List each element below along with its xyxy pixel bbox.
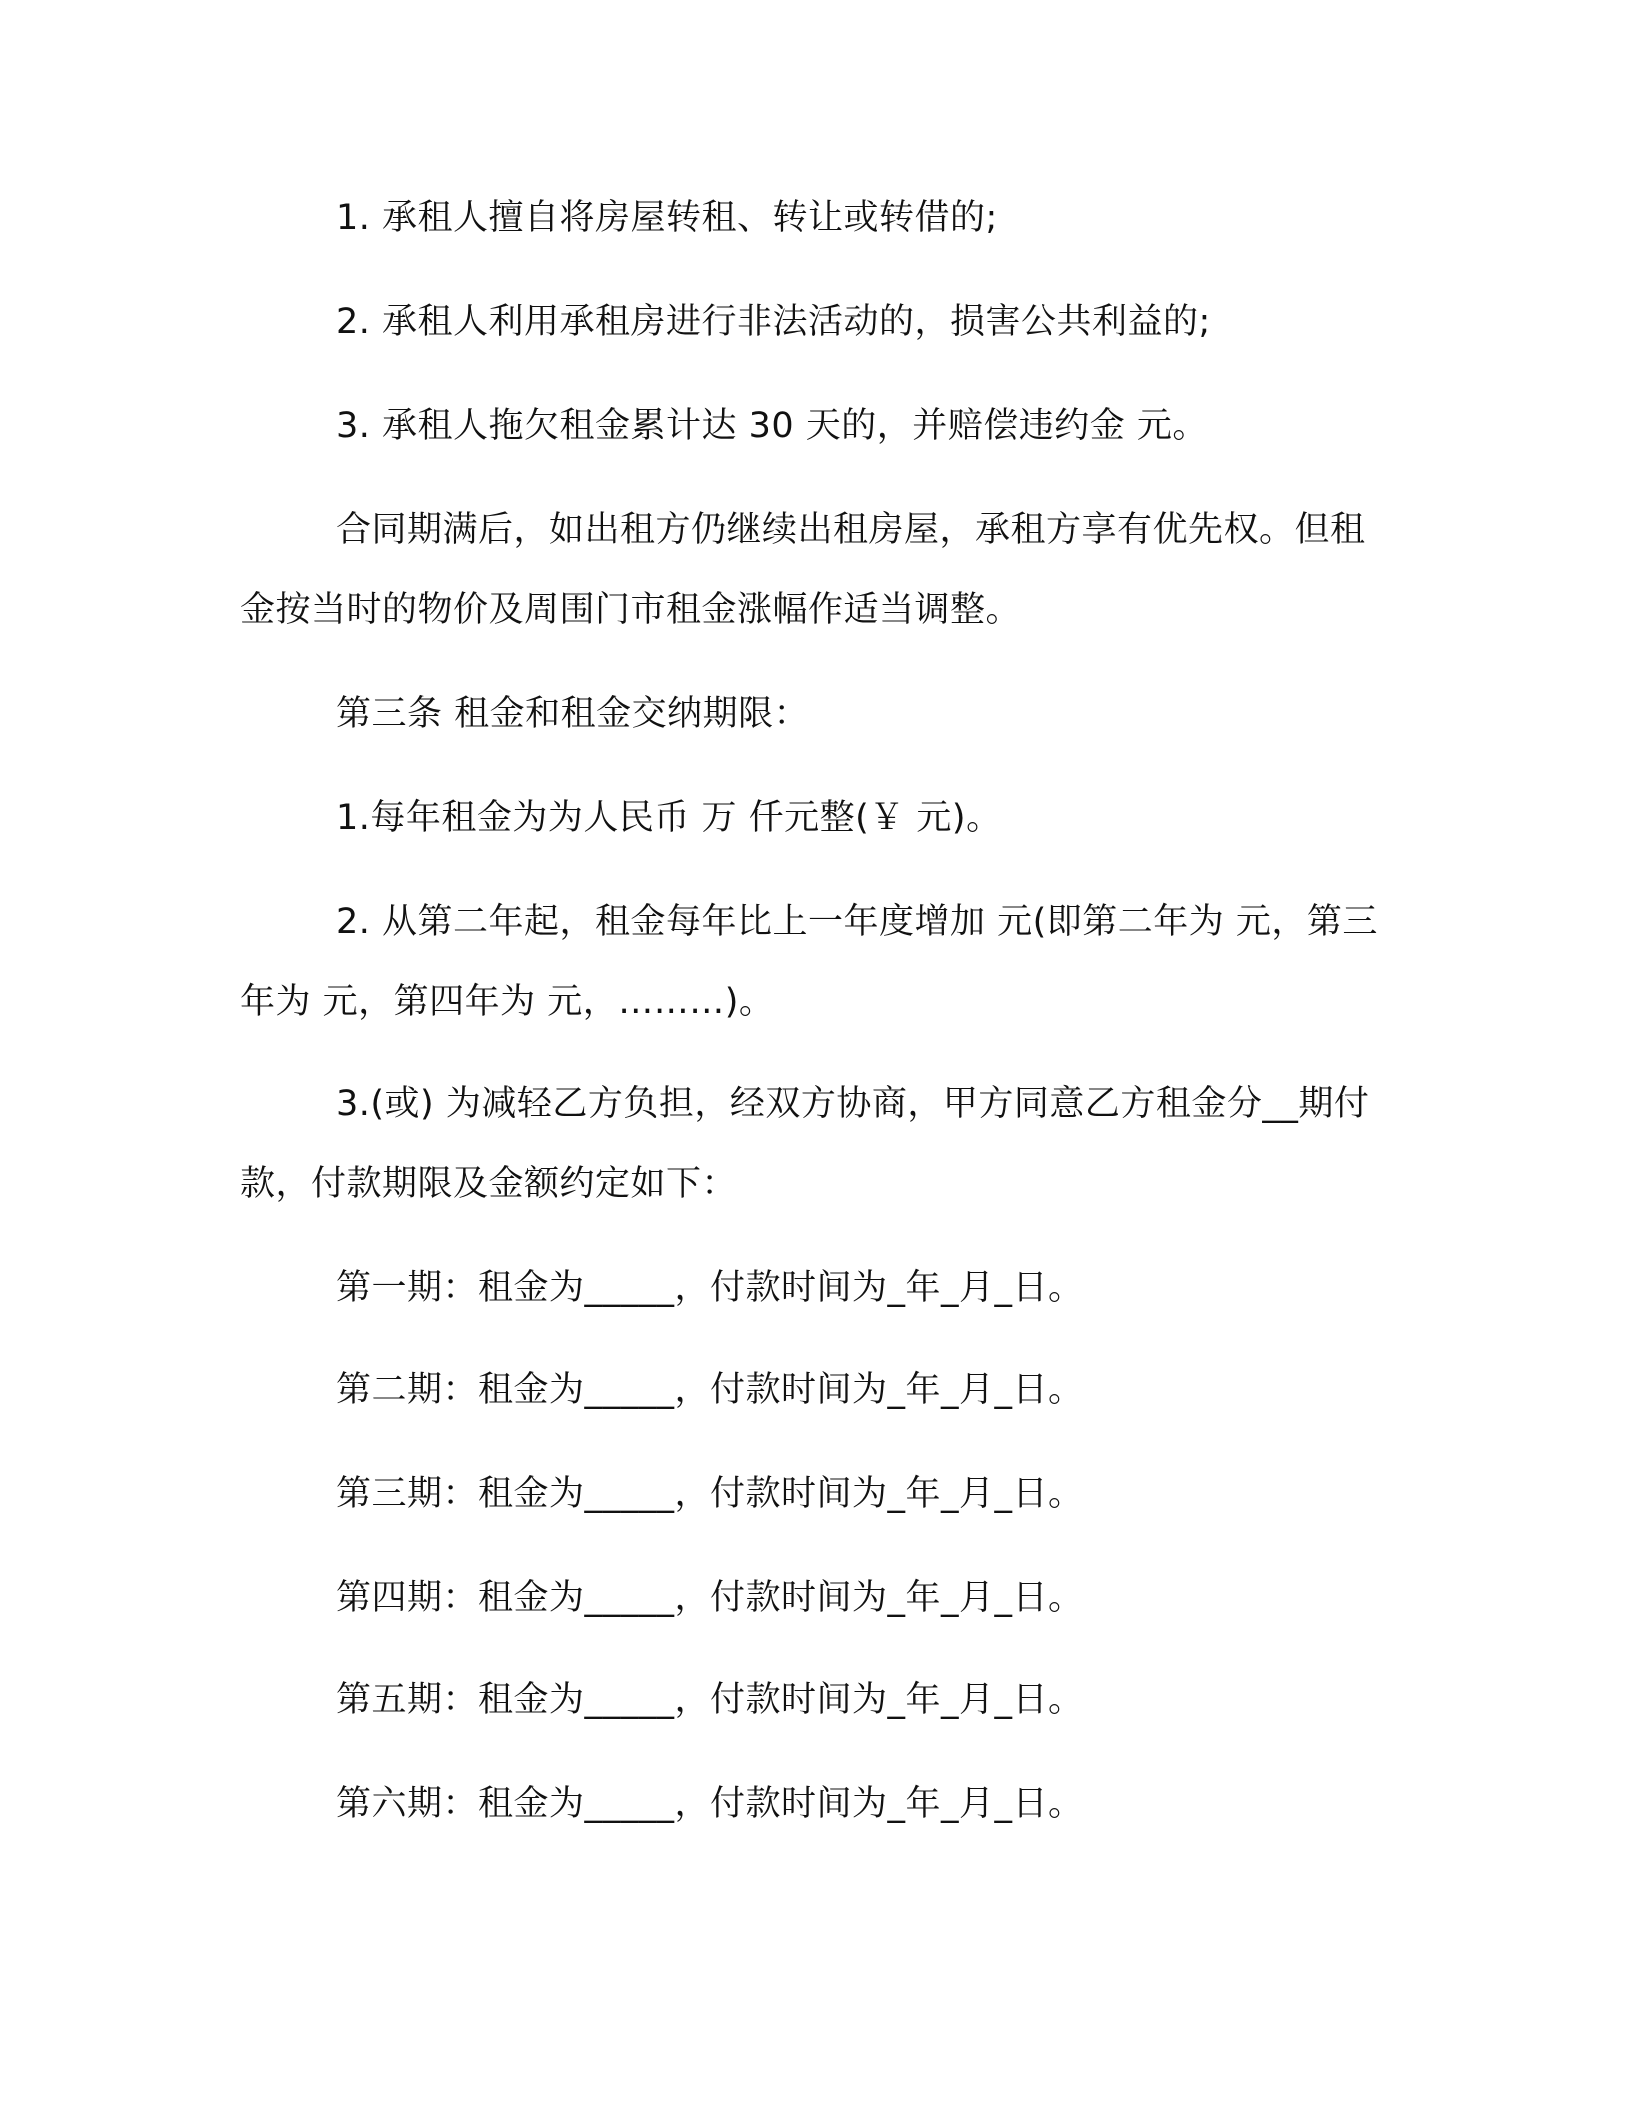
clause-item-2: 2. 承租人利用承租房进行非法活动的，损害公共利益的;: [336, 302, 1211, 342]
clause-item-3: 3. 承租人拖欠租金累计达 30 天的，并赔偿违约金 元。: [336, 406, 1208, 446]
installment-6: 第六期：租金为_____，付款时间为_年_月_日。: [336, 1784, 1084, 1824]
rent-item-1: 1.每年租金为为人民币 万 仟元整(￥ 元)。: [336, 798, 1002, 838]
installment-5: 第五期：租金为_____，付款时间为_年_月_日。: [336, 1680, 1084, 1720]
rent-item-3: 3.(或) 为减轻乙方负担，经双方协商，甲方同意乙方租金分__期付款，付款期限及金额约定如下：: [240, 1084, 1370, 1204]
installment-4: 第四期：租金为_____，付款时间为_年_月_日。: [336, 1578, 1084, 1618]
article-three-heading: 第三条 租金和租金交纳期限：: [336, 694, 810, 734]
installment-3: 第三期：租金为_____，付款时间为_年_月_日。: [336, 1474, 1084, 1514]
renewal-paragraph: 合同期满后，如出租方仍继续出租房屋，承租方享有优先权。但租金按当时的物价及周围门市租金涨幅作适当调整。: [240, 510, 1366, 630]
installment-1: 第一期：租金为_____，付款时间为_年_月_日。: [336, 1268, 1084, 1308]
installment-2: 第二期：租金为_____，付款时间为_年_月_日。: [336, 1370, 1084, 1410]
clause-item-1: 1. 承租人擅自将房屋转租、转让或转借的;: [336, 198, 998, 238]
rent-item-2: 2. 从第二年起，租金每年比上一年度增加 元(即第二年为 元，第三年为 元，第四年为 元，………)。: [240, 902, 1378, 1022]
